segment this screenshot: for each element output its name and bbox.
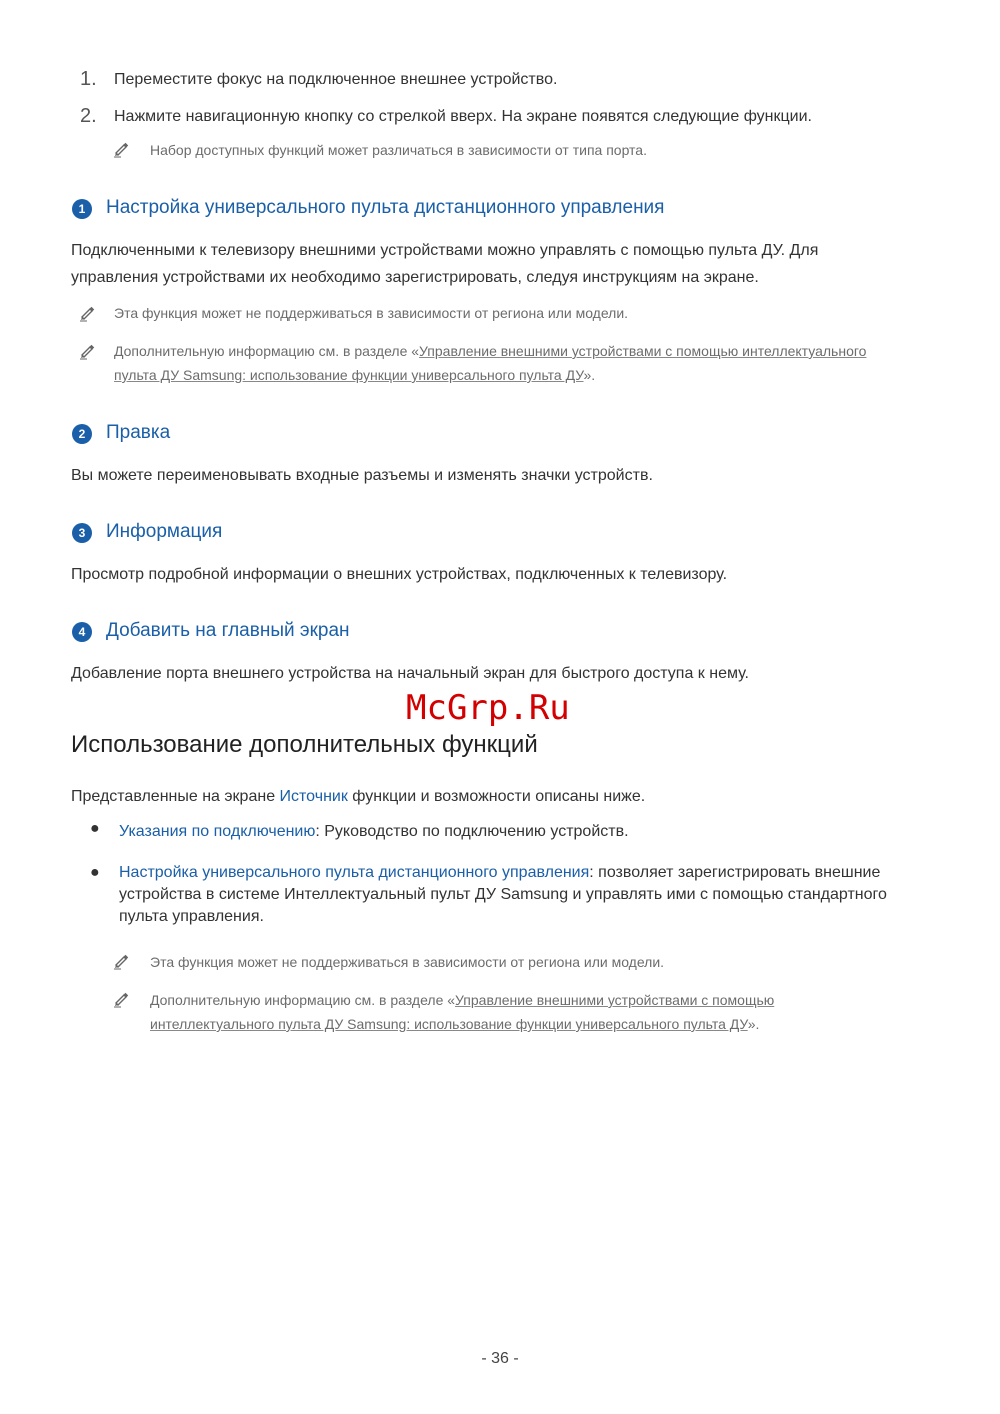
source-link[interactable]: Источник — [279, 788, 348, 805]
body-line: управления устройствами их необходимо зарегистрировать, следуя инструкциям на экране. — [71, 269, 759, 286]
bullet-text: : позволяет зарегистрировать внешние — [589, 864, 881, 881]
note-more-info — [150, 988, 940, 1036]
bullet-connection-guide — [119, 818, 629, 845]
note-prefix: Дополнительную информацию см. в разделе « — [114, 343, 420, 359]
step-number-1: 1. — [80, 68, 97, 90]
connection-guide-link[interactable]: Указания по подключению — [119, 823, 316, 840]
note-suffix: ». — [747, 1016, 760, 1032]
universal-remote-link[interactable]: Настройка универсального пульта дистанционного управления — [119, 864, 590, 881]
section-title-edit: Правка — [106, 422, 171, 443]
section-badge-1: 1 — [72, 199, 92, 219]
more-info-link[interactable]: Управление внешними устройствами с помощью интеллектуального — [419, 343, 867, 359]
pencil-icon — [78, 304, 96, 322]
note-region-support: Эта функция может не поддерживаться в зависимости от региона или модели. — [150, 954, 665, 970]
section-body-info: Просмотр подробной информации о внешних устройствах, подключенных к телевизору. — [71, 566, 728, 583]
note-suffix: ». — [583, 367, 596, 383]
section-badge-2: 2 — [72, 424, 92, 444]
more-info-link-cont[interactable]: интеллектуального пульта ДУ Samsung: использование функции универсального пульта ДУ — [150, 1016, 748, 1032]
pencil-icon — [78, 342, 96, 360]
page-number: - 36 - — [481, 1350, 519, 1367]
pencil-icon — [112, 990, 130, 1008]
section-badge-4: 4 — [72, 622, 92, 642]
step-text-1: Переместите фокус на подключенное внешнее устройство. — [114, 71, 558, 88]
intro-paragraph — [71, 783, 645, 810]
watermark: McGrp.Ru — [406, 688, 570, 728]
section-body-add-home: Добавление порта внешнего устройства на начальный экран для быстрого доступа к нему. — [71, 665, 749, 682]
bullet-text: пульта управления. — [119, 908, 264, 925]
intro-text: функции и возможности описаны ниже. — [347, 788, 646, 805]
step-note: Набор доступных функций может различаться в зависимости от типа порта. — [150, 142, 647, 158]
section-body-edit: Вы можете переименовывать входные разъемы и изменять значки устройств. — [71, 467, 653, 484]
pencil-icon — [112, 140, 130, 158]
body-line: Подключенными к телевизору внешними устройствами можно управлять с помощью пульта ДУ. Для — [71, 242, 819, 259]
note-region-support: Эта функция может не поддерживаться в зависимости от региона или модели. — [114, 305, 629, 321]
bullet-universal-remote — [119, 862, 939, 928]
intro-text: Представленные на экране — [71, 788, 280, 805]
step-text-2: Нажмите навигационную кнопку со стрелкой вверх. На экране появятся следующие функции. — [114, 108, 812, 125]
more-info-link[interactable]: Управление внешними устройствами с помощью — [455, 992, 775, 1008]
bullet-dot: ● — [90, 864, 100, 881]
section-body-universal-remote — [71, 237, 931, 291]
section-badge-3: 3 — [72, 523, 92, 543]
bullet-dot: ● — [90, 820, 100, 837]
bullet-text: устройства в системе Интеллектуальный пульт ДУ Samsung и управлять ими с помощью стандартного — [119, 886, 887, 903]
note-prefix: Дополнительную информацию см. в разделе « — [150, 992, 456, 1008]
section-title-add-home: Добавить на главный экран — [106, 620, 350, 641]
section-title-info: Информация — [106, 521, 223, 542]
pencil-icon — [112, 952, 130, 970]
bullet-text: : Руководство по подключению устройств. — [315, 823, 629, 840]
section-title-universal-remote: Настройка универсального пульта дистанционного управления — [106, 197, 665, 218]
more-info-link-cont[interactable]: пульта ДУ Samsung: использование функции универсального пульта ДУ — [114, 367, 584, 383]
section-heading-additional-functions: Использование дополнительных функций — [71, 731, 538, 758]
step-number-2: 2. — [80, 105, 97, 127]
note-more-info — [114, 339, 934, 387]
